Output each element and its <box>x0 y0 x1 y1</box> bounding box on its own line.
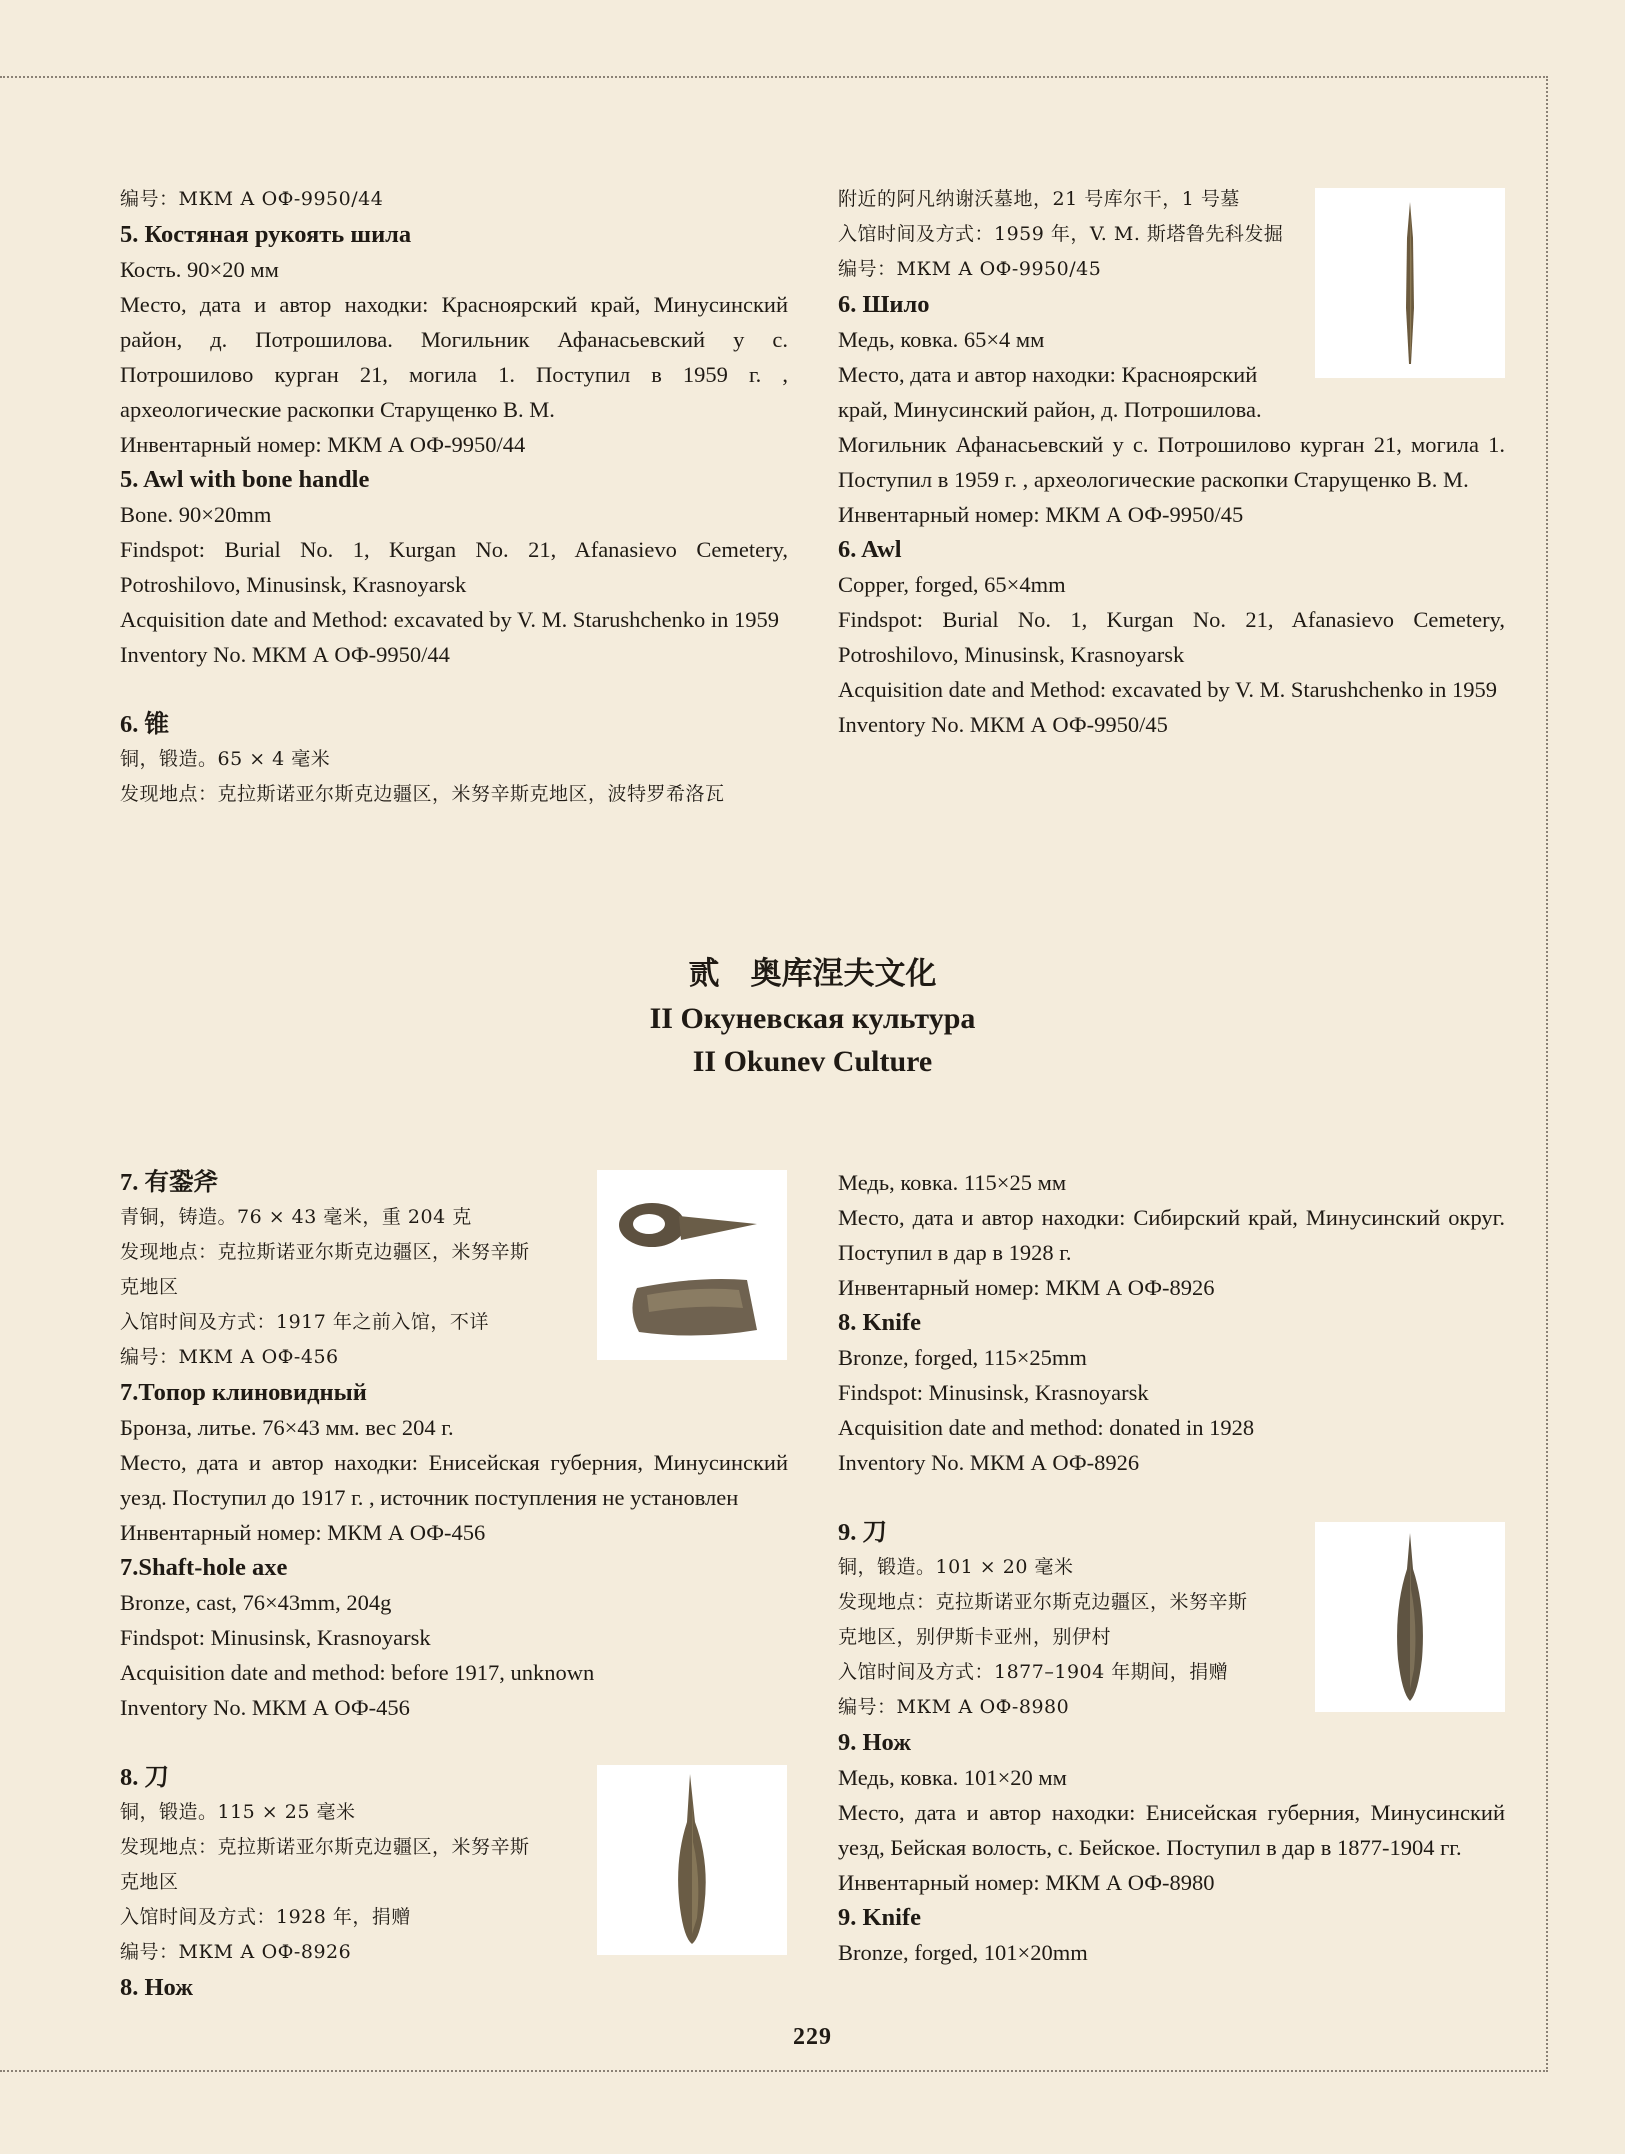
item-8-findspot-zh-2: 克地区 <box>120 1871 179 1893</box>
section-heading-zh: 贰 奥库涅夫文化 <box>688 956 937 992</box>
page-number: 229 <box>793 2024 832 2050</box>
item-8-title-en: 8. Knife <box>838 1309 922 1336</box>
item-8-material-en: Bronze, forged, 115×25mm <box>838 1345 1087 1370</box>
item-8-title-zh: 8. 刀 <box>120 1764 169 1791</box>
item-7-place-ru: Место, дата и автор находки: Енисейская губерния, Минусинский уезд. Поступил до 1917 г. , источник поступления не установлен <box>120 1450 788 1510</box>
axe-photo <box>597 1170 787 1360</box>
item-7-inventory-ru: Инвентарный номер: МКМ А ОФ-456 <box>120 1520 486 1545</box>
item-8-inventory-en: Inventory No. МКМ А ОФ-8926 <box>838 1450 1140 1475</box>
item-6-title-en: 6. Awl <box>838 536 902 563</box>
item-6-findspot-zh-cont: 附近的阿凡纳谢沃墓地，21 号库尔干，1 号墓 <box>838 188 1240 210</box>
knife-9-photo <box>1315 1522 1505 1712</box>
item-8-material-ru: Медь, ковка. 115×25 мм <box>838 1170 1067 1195</box>
item-7-title-en: 7.Shaft-hole axe <box>120 1554 288 1581</box>
item-8-material-zh: 铜，锻造。115 × 25 毫米 <box>120 1801 356 1823</box>
item-6-findspot-en: Findspot: Burial No. 1, Kurgan No. 21, Afanasievo Cemetery, Potroshilovo, Minusinsk, Krasnoyarsk <box>838 607 1505 667</box>
item-5-inventory-ru: Инвентарный номер: МКМ А ОФ-9950/44 <box>120 432 526 457</box>
item-9-place-ru: Место, дата и автор находки: Енисейская губерния, Минусинский уезд, Бейская волость, с. Бейское. Поступил в дар в 1877-1904 гг. <box>838 1800 1505 1860</box>
item-7-title-ru: 7.Топор клиновидный <box>120 1379 367 1406</box>
item-8-findspot-zh-1: 发现地点：克拉斯诺亚尔斯克边疆区，米努辛斯 <box>120 1836 530 1858</box>
item-6-material-en: Copper, forged, 65×4mm <box>838 572 1066 597</box>
item-5-place-ru: Место, дата и автор находки: Красноярский край, Минусинский район, д. Потрошилова. Могильник Афанасьевский у с. Потрошилово курган 21, могила 1. Поступил в 1959 г. , археологические раскопки Старущенко В. М. <box>120 292 788 422</box>
item-9-findspot-zh-1: 发现地点：克拉斯诺亚尔斯克边疆区，米努辛斯 <box>838 1591 1248 1613</box>
item-6-title-ru: 6. Шило <box>838 291 930 318</box>
item-9-material-en: Bronze, forged, 101×20mm <box>838 1940 1088 1965</box>
item-8-inventory-zh: 编号：МКМ А ОФ-8926 <box>120 1941 352 1963</box>
item-8-place-ru: Место, дата и автор находки: Сибирский край, Минусинский округ. Поступил в дар в 1928 г. <box>838 1205 1505 1265</box>
item-8-findspot-en: Findspot: Minusinsk, Krasnoyarsk <box>838 1380 1149 1405</box>
item-8-title-ru: 8. Нож <box>120 1974 193 2001</box>
item-9-inventory-ru: Инвентарный номер: МКМ А ОФ-8980 <box>838 1870 1215 1895</box>
item-6-findspot-zh: 发现地点：克拉斯诺亚尔斯克边疆区，米努辛斯克地区，波特罗希洛瓦 <box>120 783 725 805</box>
item-6-place-ru-1: Место, дата и автор находки: Красноярский <box>838 362 1258 387</box>
item-6-material-ru: Медь, ковка. 65×4 мм <box>838 327 1045 352</box>
inventory-zh-5: 编号：МКМ А ОФ-9950/44 <box>120 188 384 210</box>
item-5-findspot-en: Findspot: Burial No. 1, Kurgan No. 21, Afanasievo Cemetery, Potroshilovo, Minusinsk, Krasnoyarsk <box>120 537 788 597</box>
item-6-place-ru-3: Могильник Афанасьевский у с. Потрошилово курган 21, могила 1. Поступил в 1959 г. , археологические раскопки Старущенко В. М. <box>838 432 1505 492</box>
awl-photo <box>1315 188 1505 378</box>
item-5-title-en: 5. Awl with bone handle <box>120 466 370 493</box>
item-9-findspot-zh-2: 克地区，别伊斯卡亚州，别伊村 <box>838 1626 1112 1648</box>
section-heading-ru: II Окуневская культура <box>649 1002 976 1035</box>
item-6-inventory-zh: 编号：МКМ А ОФ-9950/45 <box>838 258 1102 280</box>
item-7-acquisition-en: Acquisition date and method: before 1917, unknown <box>120 1660 595 1685</box>
item-7-material-zh: 青铜，铸造。76 × 43 毫米，重 204 克 <box>120 1206 472 1228</box>
item-9-acquisition-zh: 入馆时间及方式：1877–1904 年期间，捐赠 <box>838 1661 1229 1683</box>
section-heading-en: II Okunev Culture <box>692 1045 933 1078</box>
item-8-acquisition-zh: 入馆时间及方式：1928 年，捐赠 <box>120 1906 411 1928</box>
knife-8-photo <box>597 1765 787 1955</box>
item-5-inventory-en: Inventory No. МКМ А ОФ-9950/44 <box>120 642 450 667</box>
item-7-inventory-zh: 编号：МКМ А ОФ-456 <box>120 1346 339 1368</box>
item-7-findspot-zh-2: 克地区 <box>120 1276 179 1298</box>
item-9-material-zh: 铜，锻造。101 × 20 毫米 <box>838 1556 1074 1578</box>
item-9-title-en: 9. Knife <box>838 1904 922 1931</box>
item-9-title-ru: 9. Нож <box>838 1729 911 1756</box>
item-7-material-en: Bronze, cast, 76×43mm, 204g <box>120 1590 392 1615</box>
item-7-findspot-en: Findspot: Minusinsk, Krasnoyarsk <box>120 1625 431 1650</box>
item-9-material-ru: Медь, ковка. 101×20 мм <box>838 1765 1067 1790</box>
item-6-inventory-ru: Инвентарный номер: МКМ А ОФ-9950/45 <box>838 502 1244 527</box>
item-8-acquisition-en: Acquisition date and method: donated in 1928 <box>838 1415 1255 1440</box>
item-5-acquisition-en: Acquisition date and Method: excavated by V. M. Starushchenko in 1959 <box>120 607 780 632</box>
item-6-title-zh: 6. 锥 <box>120 711 169 738</box>
item-7-title-zh: 7. 有銎斧 <box>120 1169 218 1196</box>
item-5-material-en: Bone. 90×20mm <box>120 502 272 527</box>
item-5-material-ru: Кость. 90×20 мм <box>120 257 279 282</box>
item-6-place-ru-2: край, Минусинский район, д. Потрошилова. <box>838 397 1262 422</box>
item-9-title-zh: 9. 刀 <box>838 1519 887 1546</box>
item-6-inventory-en: Inventory No. МКМ А ОФ-9950/45 <box>838 712 1168 737</box>
item-9-inventory-zh: 编号：МКМ А ОФ-8980 <box>838 1696 1070 1718</box>
upper-left-column <box>120 182 788 812</box>
item-6-acquisition-zh: 入馆时间及方式：1959 年，V. M. 斯塔鲁先科发掘 <box>838 223 1284 245</box>
item-5-title-ru: 5. Костяная рукоять шила <box>120 221 412 248</box>
item-6-acquisition-en: Acquisition date and Method: excavated by V. M. Starushchenko in 1959 <box>838 677 1498 702</box>
item-7-inventory-en: Inventory No. МКМ А ОФ-456 <box>120 1695 410 1720</box>
item-7-acquisition-zh: 入馆时间及方式：1917 年之前入馆，不详 <box>120 1311 489 1333</box>
item-7-material-ru: Бронза, литье. 76×43 мм. вес 204 г. <box>120 1415 454 1440</box>
item-8-inventory-ru: Инвентарный номер: МКМ А ОФ-8926 <box>838 1275 1215 1300</box>
item-6-material-zh: 铜，锻造。65 × 4 毫米 <box>120 748 331 770</box>
item-7-findspot-zh-1: 发现地点：克拉斯诺亚尔斯克边疆区，米努辛斯 <box>120 1241 530 1263</box>
